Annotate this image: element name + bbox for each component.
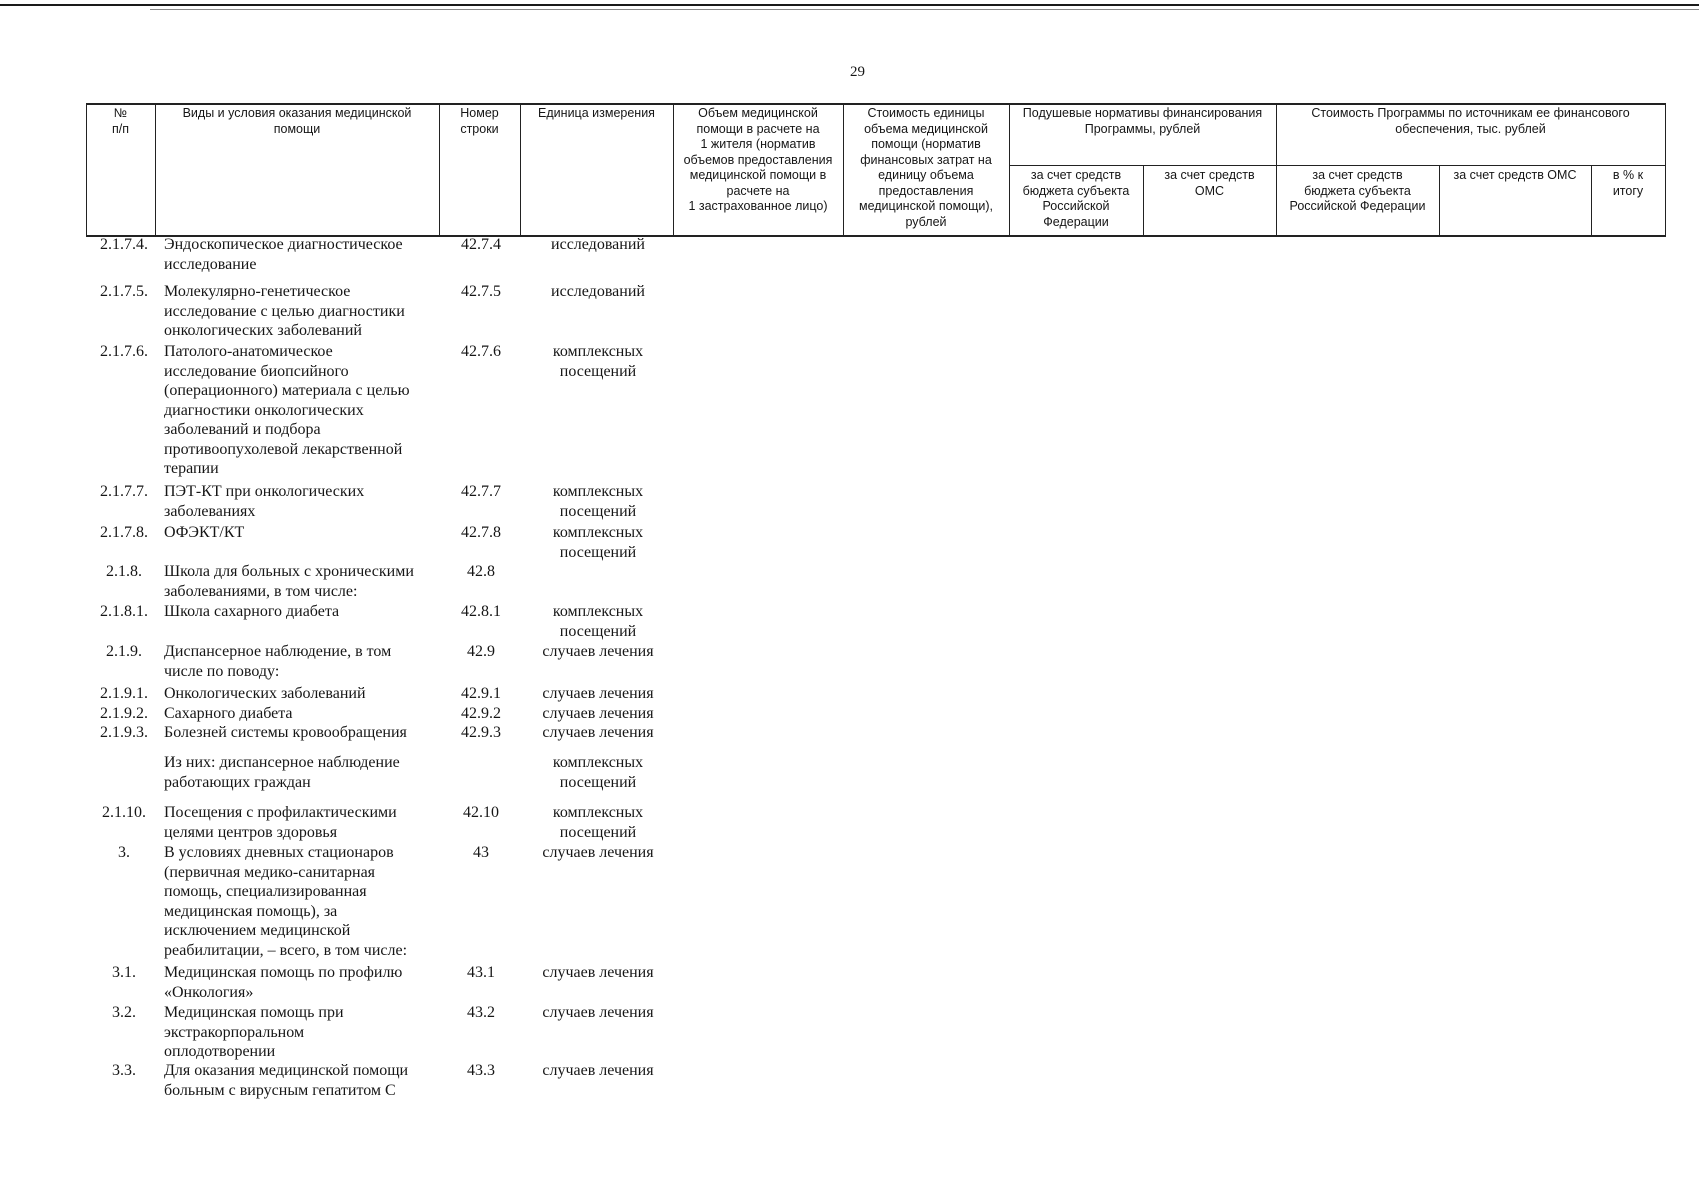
header-col-unit: Единица измерения bbox=[538, 106, 655, 120]
row-unit: исследований bbox=[551, 283, 645, 300]
row-name: Посещения с профилактическими целями центров здоровья bbox=[164, 804, 397, 841]
row-name: Эндоскопическое диагностическое исследование bbox=[164, 236, 403, 273]
row-unit: случаев лечения bbox=[542, 964, 654, 981]
row-name: В условиях дневных стационаров (первичная медико-санитарная помощь, специализированная медицинская помощь), за исключением медицинской реабилитации, – всего, в том числе: bbox=[164, 844, 408, 959]
row-name: Медицинская помощь при экстракорпоральном оплодотворении bbox=[164, 1004, 344, 1060]
row-unit: случаев лечения bbox=[542, 685, 654, 702]
row-name: Болезней системы кровообращения bbox=[164, 724, 407, 741]
row-line-number: 42.7.7 bbox=[461, 483, 501, 500]
row-name: Молекулярно-генетическое исследование с целью диагностики онкологических заболеваний bbox=[164, 283, 405, 339]
row-unit: случаев лечения bbox=[542, 643, 654, 660]
header-col-volume: Объем медицинской помощи в расчете на 1 жителя (норматив объемов предоставления медицинской помощи в расчете на 1 застрахованное лицо) bbox=[683, 106, 833, 213]
row-unit: случаев лечения bbox=[542, 705, 654, 722]
header-col-line: Номер строки bbox=[460, 106, 499, 136]
row-unit: случаев лечения bbox=[542, 1062, 654, 1079]
header-cost-pct: в % к итогу bbox=[1612, 168, 1644, 198]
row-number: 2.1.7.4. bbox=[100, 236, 148, 253]
row-name: Диспансерное наблюдение, в том числе по поводу: bbox=[164, 643, 392, 680]
row-unit: случаев лечения bbox=[542, 844, 654, 861]
row-name: Патолого-анатомическое исследование биопсийного (операционного) материала с целью диагностики онкологических заболеваний и подбора противоопухолевой лекарственной терапии bbox=[164, 343, 410, 477]
row-number: 2.1.7.7. bbox=[100, 483, 148, 500]
row-name: Школа для больных с хроническими заболеваниями, в том числе: bbox=[164, 563, 414, 600]
row-number: 2.1.7.6. bbox=[100, 343, 148, 360]
row-number: 2.1.8.1. bbox=[100, 603, 148, 620]
row-unit: комплексных посещений bbox=[552, 483, 644, 520]
row-unit: комплексных посещений bbox=[552, 804, 644, 841]
header-col-num: № п/п bbox=[111, 106, 129, 136]
row-name: Сахарного диабета bbox=[164, 705, 293, 722]
row-line-number: 42.9.3 bbox=[461, 724, 501, 741]
header-divider bbox=[520, 105, 521, 235]
row-number: 2.1.8. bbox=[106, 563, 142, 580]
row-line-number: 43 bbox=[473, 844, 489, 861]
header-norms-oms: за счет средств ОМС bbox=[1164, 168, 1255, 198]
row-unit: комплексных посещений bbox=[552, 343, 644, 380]
row-number: 2.1.7.8. bbox=[100, 524, 148, 541]
header-cost-oms: за счет средств ОМС bbox=[1453, 168, 1577, 182]
row-number: 2.1.9.1. bbox=[100, 685, 148, 702]
row-line-number: 42.7.5 bbox=[461, 283, 501, 300]
header-group-norms: Подушевые нормативы финансирования Программы, рублей bbox=[1022, 106, 1263, 136]
row-line-number: 43.2 bbox=[467, 1004, 495, 1021]
row-unit: комплексных посещений bbox=[552, 754, 644, 791]
page-number: 29 bbox=[850, 64, 865, 80]
row-name: Медицинская помощь по профилю «Онкология» bbox=[164, 964, 403, 1001]
row-name: ОФЭКТ/КТ bbox=[164, 524, 245, 541]
header-col-kinds: Виды и условия оказания медицинской помощи bbox=[182, 106, 412, 136]
table-header bbox=[86, 103, 1666, 237]
row-number: 2.1.9. bbox=[106, 643, 142, 660]
row-unit: случаев лечения bbox=[542, 1004, 654, 1021]
row-number: 3.1. bbox=[112, 964, 136, 981]
row-number: 2.1.9.3. bbox=[100, 724, 148, 741]
header-subdivider bbox=[1009, 165, 1666, 166]
header-col-cost: Стоимость единицы объема медицинской помощи (норматив финансовых затрат на единицу объема предоставления медицинской помощи), рублей bbox=[858, 106, 994, 229]
row-number: 3.2. bbox=[112, 1004, 136, 1021]
row-line-number: 42.9.2 bbox=[461, 705, 501, 722]
row-name: Школа сахарного диабета bbox=[164, 603, 340, 620]
row-line-number: 42.10 bbox=[463, 804, 499, 821]
row-line-number: 43.1 bbox=[467, 964, 495, 981]
header-group-cost: Стоимость Программы по источникам ее финансового обеспечения, тыс. рублей bbox=[1311, 106, 1630, 136]
row-line-number: 42.9.1 bbox=[461, 685, 501, 702]
header-norms-budget: за счет средств бюджета субъекта Российской Федерации bbox=[1022, 168, 1130, 229]
top-scan-border-thin bbox=[150, 9, 1699, 10]
row-line-number: 42.7.4 bbox=[461, 236, 501, 253]
row-unit: исследований bbox=[551, 236, 645, 253]
row-number: 2.1.7.5. bbox=[100, 283, 148, 300]
row-line-number: 42.8 bbox=[467, 563, 495, 580]
row-name: Онкологических заболеваний bbox=[164, 685, 366, 702]
row-number: 2.1.9.2. bbox=[100, 705, 148, 722]
row-unit: случаев лечения bbox=[542, 724, 654, 741]
header-border-right bbox=[1665, 105, 1666, 235]
row-unit: комплексных посещений bbox=[552, 603, 644, 640]
row-name: ПЭТ-КТ при онкологических заболеваниях bbox=[164, 483, 365, 520]
row-line-number: 42.7.6 bbox=[461, 343, 501, 360]
row-line-number: 42.7.8 bbox=[461, 524, 501, 541]
row-line-number: 42.9 bbox=[467, 643, 495, 660]
row-unit: комплексных посещений bbox=[552, 524, 644, 561]
row-number: 3. bbox=[118, 844, 130, 861]
row-number: 3.3. bbox=[112, 1062, 136, 1079]
row-line-number: 42.8.1 bbox=[461, 603, 501, 620]
row-name: Для оказания медицинской помощи больным с вирусным гепатитом С bbox=[164, 1062, 409, 1099]
row-name: Из них: диспансерное наблюдение работающих граждан bbox=[164, 754, 400, 791]
row-line-number: 43.3 bbox=[467, 1062, 495, 1079]
header-cost-budget: за счет средств бюджета субъекта Российской Федерации bbox=[1289, 168, 1426, 213]
row-number: 2.1.10. bbox=[102, 804, 146, 821]
top-scan-border bbox=[0, 4, 1699, 6]
